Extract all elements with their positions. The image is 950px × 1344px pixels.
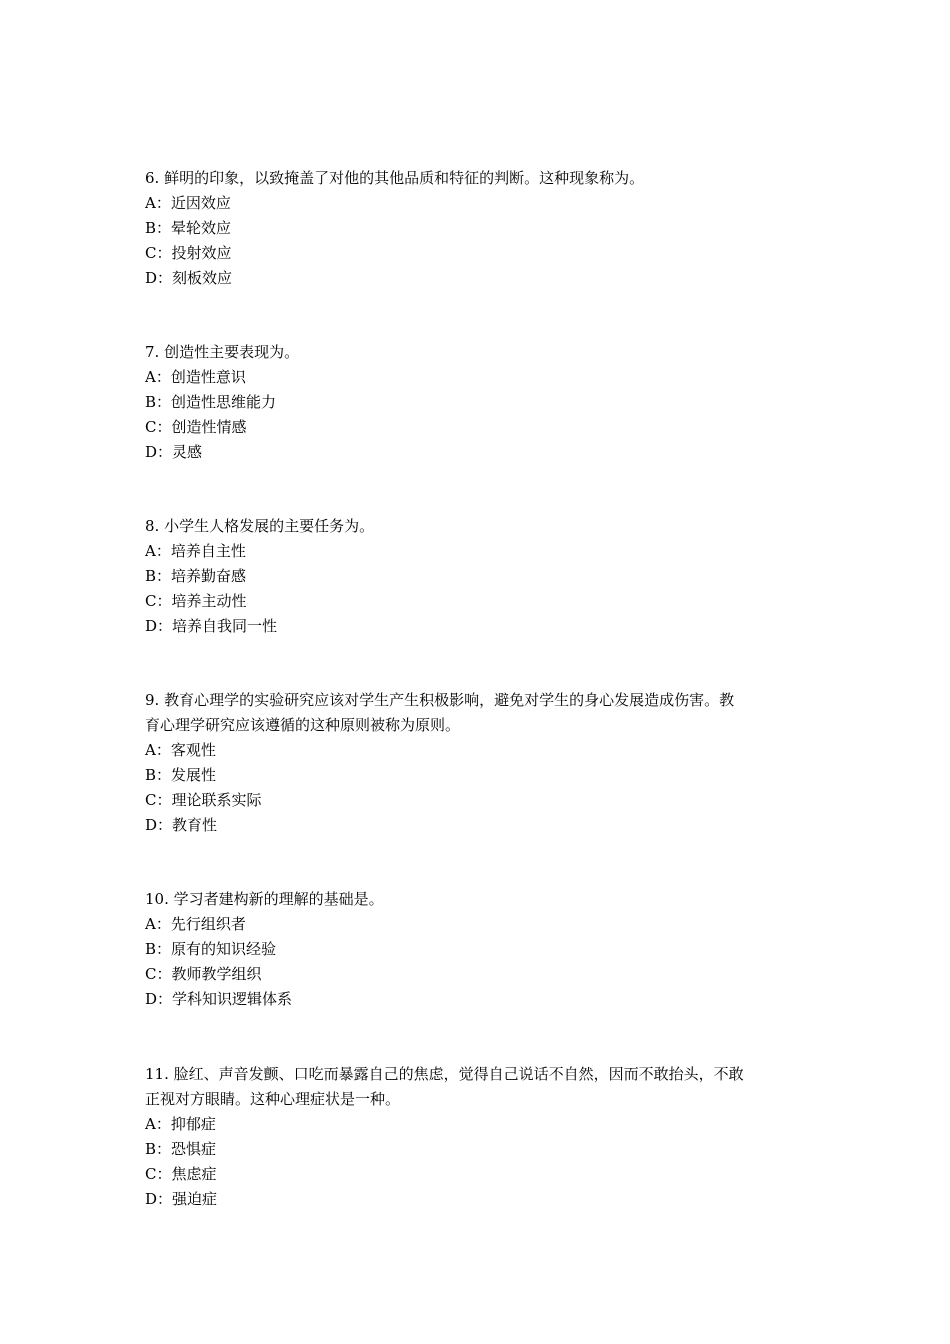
- option-letter: C：: [145, 1165, 172, 1183]
- option-letter: A：: [145, 741, 171, 759]
- option-c: [145, 415, 815, 440]
- question-7: [145, 340, 815, 465]
- option-b: [145, 390, 815, 415]
- option-letter: B：: [145, 567, 172, 585]
- option-d: [145, 614, 815, 639]
- option-letter: D：: [145, 1190, 173, 1208]
- option-d: [145, 987, 815, 1012]
- option-letter: B：: [145, 940, 172, 958]
- option-letter: B：: [145, 393, 172, 411]
- option-letter: C：: [145, 965, 172, 983]
- question-stem: [145, 887, 815, 912]
- question-stem: [145, 514, 815, 539]
- option-a: [145, 912, 815, 937]
- option-b: [145, 1137, 815, 1162]
- question-6: [145, 166, 815, 291]
- option-text: 原有的知识经验: [171, 940, 277, 958]
- option-text: 晕轮效应: [171, 219, 232, 237]
- option-letter: A：: [145, 368, 171, 386]
- question-11: [145, 1062, 815, 1212]
- option-a: [145, 191, 815, 216]
- option-letter: C：: [145, 791, 172, 809]
- option-a: [145, 738, 815, 763]
- option-letter: D：: [145, 617, 173, 635]
- option-text: 培养自主性: [170, 542, 246, 560]
- question-stem-line: 11. 脸红、声音发颤、口吃而暴露自己的焦虑，觉得自己说话不自然，因而不敢抬头，不敢: [145, 1065, 744, 1083]
- question-stem-line: 8. 小学生人格发展的主要任务为。: [145, 517, 375, 535]
- question-10: [145, 887, 815, 1012]
- option-letter: B：: [145, 766, 172, 784]
- option-text: 焦虑症: [171, 1165, 217, 1183]
- option-b: [145, 763, 815, 788]
- option-letter: C：: [145, 592, 172, 610]
- question-stem-line: 正视对方眼睛。这种心理症状是一种。: [145, 1090, 401, 1108]
- option-letter: A：: [145, 542, 171, 560]
- question-stem: [145, 688, 815, 738]
- option-text: 发展性: [171, 766, 217, 784]
- question-stem-line: 9. 教育心理学的实验研究应该对学生产生积极影响，避免对学生的身心发展造成伤害。教: [145, 691, 735, 709]
- option-text: 刻板效应: [172, 269, 233, 287]
- option-text: 教师教学组织: [171, 965, 262, 983]
- option-a: [145, 1112, 815, 1137]
- option-a: [145, 539, 815, 564]
- option-text: 创造性情感: [171, 418, 247, 436]
- option-b: [145, 216, 815, 241]
- option-a: [145, 365, 815, 390]
- option-letter: A：: [145, 915, 171, 933]
- option-d: [145, 813, 815, 838]
- option-c: [145, 1162, 815, 1187]
- option-letter: C：: [145, 418, 172, 436]
- option-text: 近因效应: [170, 194, 231, 212]
- option-c: [145, 241, 815, 266]
- option-b: [145, 937, 815, 962]
- question-8: [145, 514, 815, 639]
- option-text: 培养勤奋感: [171, 567, 247, 585]
- option-text: 灵感: [172, 443, 203, 461]
- option-c: [145, 788, 815, 813]
- option-letter: D：: [145, 269, 173, 287]
- option-c: [145, 962, 815, 987]
- question-stem: [145, 166, 815, 191]
- option-letter: D：: [145, 816, 173, 834]
- option-d: [145, 266, 815, 291]
- option-text: 投射效应: [171, 244, 232, 262]
- option-letter: B：: [145, 219, 172, 237]
- option-text: 教育性: [172, 816, 218, 834]
- option-text: 理论联系实际: [171, 791, 262, 809]
- option-b: [145, 564, 815, 589]
- option-text: 创造性思维能力: [171, 393, 277, 411]
- question-stem-line: 育心理学研究应该遵循的这种原则被称为原则。: [145, 716, 461, 734]
- question-stem-line: 7. 创造性主要表现为。: [145, 343, 300, 361]
- option-text: 学科知识逻辑体系: [172, 990, 293, 1008]
- option-letter: A：: [145, 1115, 171, 1133]
- question-stem: [145, 340, 815, 365]
- option-text: 抑郁症: [170, 1115, 216, 1133]
- option-text: 强迫症: [172, 1190, 218, 1208]
- option-letter: D：: [145, 443, 173, 461]
- question-stem-line: 10. 学习者建构新的理解的基础是。: [145, 890, 384, 908]
- option-letter: C：: [145, 244, 172, 262]
- option-text: 培养主动性: [171, 592, 247, 610]
- option-letter: A：: [145, 194, 171, 212]
- option-text: 恐惧症: [171, 1140, 217, 1158]
- option-d: [145, 440, 815, 465]
- option-text: 创造性意识: [170, 368, 246, 386]
- option-text: 先行组织者: [170, 915, 246, 933]
- option-text: 培养自我同一性: [172, 617, 278, 635]
- option-c: [145, 589, 815, 614]
- option-letter: D：: [145, 990, 173, 1008]
- option-text: 客观性: [170, 741, 216, 759]
- option-letter: B：: [145, 1140, 172, 1158]
- question-stem-line: 6. 鲜明的印象，以致掩盖了对他的其他品质和特征的判断。这种现象称为。: [145, 169, 645, 187]
- question-stem: [145, 1062, 815, 1112]
- option-d: [145, 1187, 815, 1212]
- question-9: [145, 688, 815, 838]
